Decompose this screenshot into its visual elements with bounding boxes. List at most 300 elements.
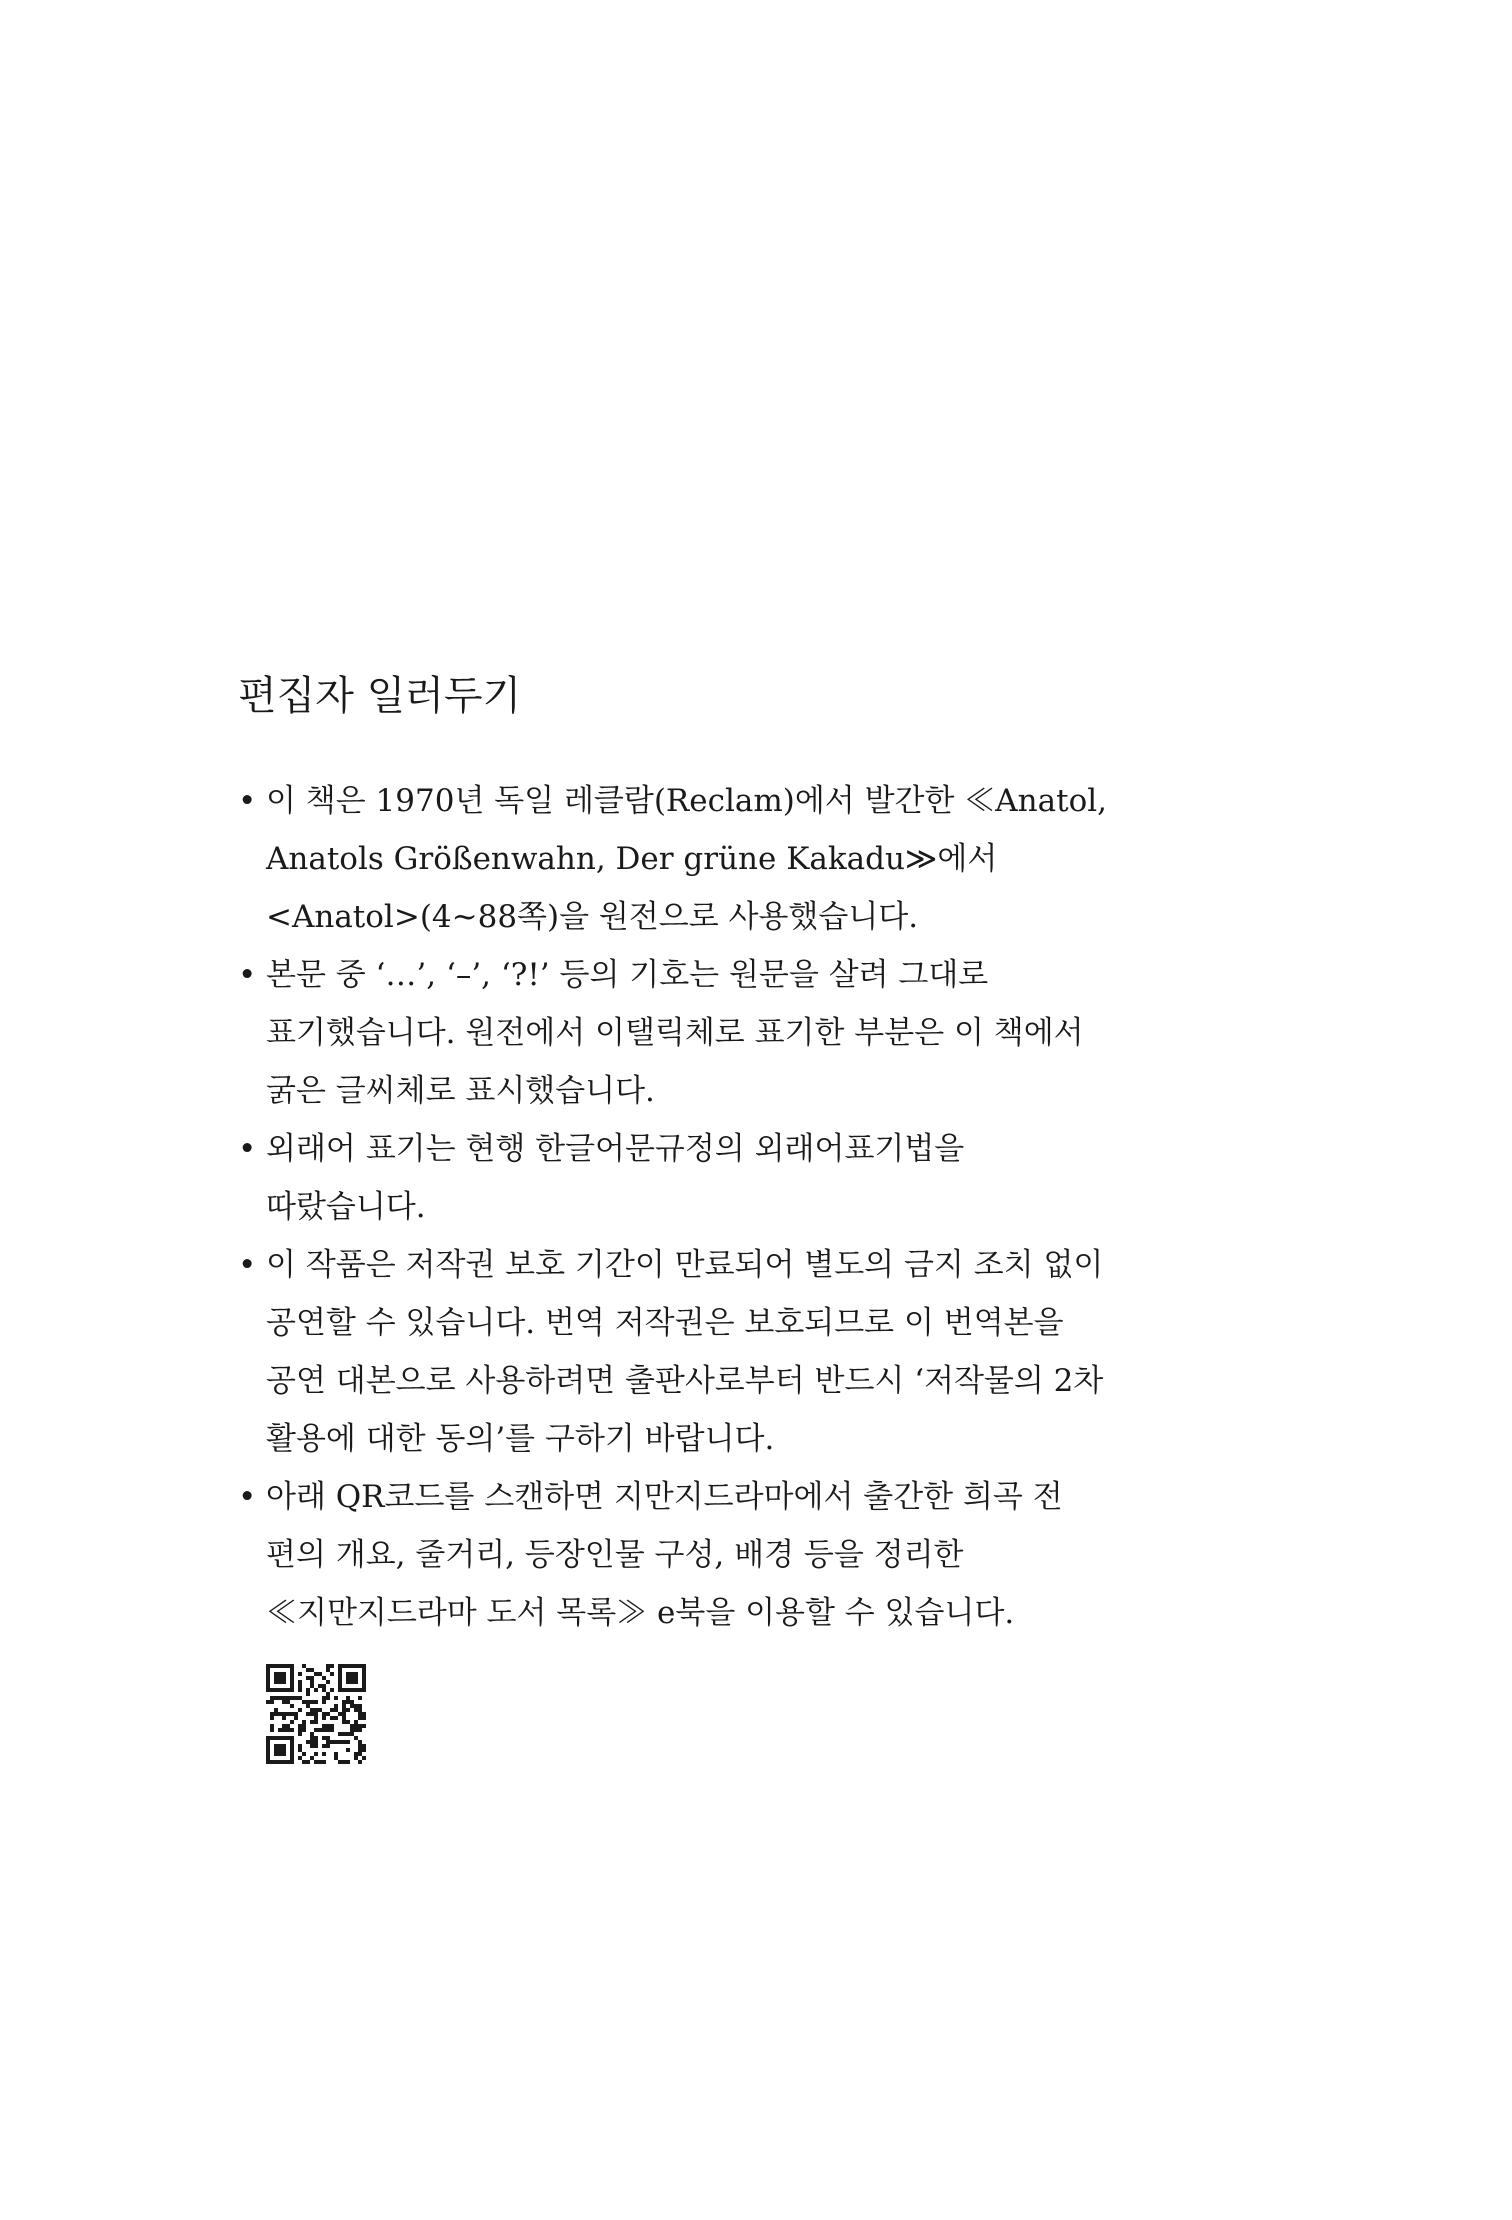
qr-module: [318, 1672, 322, 1676]
qr-module: [362, 1716, 366, 1720]
qr-module: [294, 1696, 298, 1700]
qr-module: [298, 1748, 302, 1752]
qr-module: [274, 1676, 278, 1680]
qr-module: [266, 1700, 270, 1704]
qr-module: [266, 1684, 270, 1688]
qr-module: [326, 1724, 330, 1728]
qr-module: [310, 1684, 314, 1688]
qr-module: [302, 1752, 306, 1756]
qr-module: [298, 1724, 302, 1728]
qr-module: [282, 1696, 286, 1700]
qr-module: [358, 1712, 362, 1716]
qr-module: [346, 1760, 350, 1764]
qr-module: [282, 1752, 286, 1756]
qr-module: [310, 1756, 314, 1760]
qr-module: [278, 1676, 282, 1680]
qr-module: [322, 1744, 326, 1748]
qr-module: [322, 1712, 326, 1716]
qr-code-graphic: [266, 1664, 366, 1764]
qr-module: [310, 1708, 314, 1712]
qr-module: [338, 1684, 342, 1688]
qr-module: [314, 1760, 318, 1764]
qr-module: [314, 1708, 318, 1712]
qr-module: [290, 1696, 294, 1700]
qr-module: [354, 1676, 358, 1680]
qr-module: [290, 1672, 294, 1676]
qr-module: [362, 1724, 366, 1728]
qr-module: [354, 1688, 358, 1692]
qr-module: [334, 1696, 338, 1700]
editor-notes: [238, 672, 1278, 1764]
qr-module: [294, 1716, 298, 1720]
qr-module: [270, 1716, 274, 1720]
qr-module: [278, 1696, 282, 1700]
qr-module: [354, 1672, 358, 1676]
qr-module: [286, 1696, 290, 1700]
qr-module: [342, 1716, 346, 1720]
qr-module: [270, 1664, 274, 1668]
qr-module: [338, 1676, 342, 1680]
qr-module: [314, 1716, 318, 1720]
note-line: 활용에 대한 동의’를 구하기 바랍니다.: [266, 1421, 775, 1457]
note-line: 따랐습니다.: [266, 1189, 426, 1225]
qr-module: [270, 1700, 274, 1704]
qr-module: [286, 1712, 290, 1716]
qr-module: [326, 1744, 330, 1748]
qr-module: [270, 1736, 274, 1740]
qr-module: [322, 1752, 326, 1756]
qr-module: [282, 1748, 286, 1752]
qr-module: [358, 1740, 362, 1744]
qr-module: [298, 1684, 302, 1688]
qr-module: [346, 1672, 350, 1676]
qr-module: [310, 1720, 314, 1724]
qr-module: [322, 1736, 326, 1740]
qr-module: [290, 1720, 294, 1724]
qr-module: [342, 1704, 346, 1708]
qr-module: [266, 1756, 270, 1760]
qr-module: [354, 1752, 358, 1756]
qr-module: [270, 1696, 274, 1700]
qr-module: [330, 1708, 334, 1712]
qr-module: [350, 1688, 354, 1692]
qr-module: [330, 1716, 334, 1720]
qr-module: [266, 1688, 270, 1692]
note-list: [238, 772, 1278, 1642]
qr-module: [266, 1736, 270, 1740]
qr-module: [326, 1692, 330, 1696]
qr-module: [362, 1756, 366, 1760]
qr-module: [362, 1676, 366, 1680]
qr-module: [302, 1700, 306, 1704]
qr-module: [290, 1728, 294, 1732]
note-line: 굵은 글씨체로 표시했습니다.: [266, 1073, 655, 1109]
qr-module: [358, 1704, 362, 1708]
qr-module: [326, 1664, 330, 1668]
qr-module: [310, 1732, 314, 1736]
qr-module: [298, 1756, 302, 1760]
qr-module: [354, 1720, 358, 1724]
qr-module: [274, 1680, 278, 1684]
qr-module: [314, 1720, 318, 1724]
qr-module: [326, 1736, 330, 1740]
qr-module: [342, 1664, 346, 1668]
list-item: [238, 946, 1278, 1120]
bullet-icon: •: [238, 783, 257, 819]
qr-module: [346, 1720, 350, 1724]
qr-module: [330, 1672, 334, 1676]
qr-module: [282, 1744, 286, 1748]
qr-module: [294, 1712, 298, 1716]
note-line: ≪지만지드라마 도서 목록≫ e북을 이용할 수 있습니다.: [266, 1595, 1015, 1631]
qr-module: [350, 1728, 354, 1732]
qr-module: [350, 1664, 354, 1668]
qr-module: [310, 1680, 314, 1684]
qr-module: [338, 1672, 342, 1676]
qr-module: [282, 1672, 286, 1676]
qr-module: [302, 1728, 306, 1732]
qr-module: [350, 1732, 354, 1736]
qr-module: [290, 1752, 294, 1756]
qr-module: [318, 1728, 322, 1732]
qr-module: [346, 1696, 350, 1700]
qr-module: [318, 1760, 322, 1764]
qr-module: [282, 1680, 286, 1684]
qr-module: [290, 1684, 294, 1688]
qr-module: [270, 1760, 274, 1764]
qr-module: [274, 1672, 278, 1676]
qr-module: [290, 1748, 294, 1752]
qr-module: [362, 1672, 366, 1676]
qr-module: [362, 1712, 366, 1716]
qr-module: [290, 1712, 294, 1716]
qr-module: [330, 1740, 334, 1744]
qr-module: [278, 1736, 282, 1740]
bullet-icon: •: [238, 1131, 257, 1167]
qr-module: [274, 1736, 278, 1740]
qr-module: [322, 1696, 326, 1700]
qr-module: [330, 1724, 334, 1728]
qr-module: [270, 1728, 274, 1732]
qr-module: [266, 1748, 270, 1752]
qr-module: [350, 1724, 354, 1728]
qr-module: [338, 1668, 342, 1672]
bullet-icon: •: [238, 957, 257, 993]
qr-module: [270, 1712, 274, 1716]
qr-module: [338, 1688, 342, 1692]
qr-module: [274, 1760, 278, 1764]
qr-module: [338, 1732, 342, 1736]
qr-module: [318, 1708, 322, 1712]
qr-module: [282, 1728, 286, 1732]
qr-module: [346, 1680, 350, 1684]
qr-module: [290, 1756, 294, 1760]
qr-module: [270, 1724, 274, 1728]
list-item: [238, 1236, 1278, 1468]
note-line: 이 작품은 저작권 보호 기간이 만료되어 별도의 금지 조치 없이: [266, 1247, 1104, 1283]
qr-module: [290, 1736, 294, 1740]
qr-module: [274, 1744, 278, 1748]
qr-module: [358, 1724, 362, 1728]
qr-module: [278, 1672, 282, 1676]
qr-module: [326, 1668, 330, 1672]
qr-module: [274, 1752, 278, 1756]
qr-module: [354, 1724, 358, 1728]
qr-module: [298, 1696, 302, 1700]
qr-module: [326, 1712, 330, 1716]
qr-module: [310, 1712, 314, 1716]
qr-module: [358, 1664, 362, 1668]
qr-module: [278, 1712, 282, 1716]
qr-module: [290, 1668, 294, 1672]
qr-module: [354, 1680, 358, 1684]
qr-module: [330, 1664, 334, 1668]
qr-module: [266, 1760, 270, 1764]
qr-module: [358, 1752, 362, 1756]
qr-module: [326, 1680, 330, 1684]
qr-module: [314, 1736, 318, 1740]
qr-module: [306, 1688, 310, 1692]
qr-module: [266, 1744, 270, 1748]
qr-module: [290, 1760, 294, 1764]
qr-module: [346, 1688, 350, 1692]
qr-module: [314, 1744, 318, 1748]
qr-module: [334, 1752, 338, 1756]
qr-module: [354, 1756, 358, 1760]
qr-module: [338, 1760, 342, 1764]
note-line: 표기했습니다. 원전에서 이탤릭체로 표기한 부분은 이 책에서: [266, 1015, 1084, 1051]
qr-module: [298, 1688, 302, 1692]
qr-module: [350, 1676, 354, 1680]
qr-module: [334, 1704, 338, 1708]
qr-module: [314, 1740, 318, 1744]
qr-module: [362, 1688, 366, 1692]
qr-module: [342, 1688, 346, 1692]
qr-module: [278, 1748, 282, 1752]
qr-module: [290, 1676, 294, 1680]
qr-module: [310, 1744, 314, 1748]
qr-module: [362, 1664, 366, 1668]
qr-module: [298, 1672, 302, 1676]
qr-module: [338, 1680, 342, 1684]
qr-module: [270, 1688, 274, 1692]
qr-module: [350, 1700, 354, 1704]
note-line: Anatols Größenwahn, Der grüne Kakadu≫에서: [266, 841, 998, 877]
qr-module: [334, 1740, 338, 1744]
qr-module: [286, 1760, 290, 1764]
qr-module: [358, 1744, 362, 1748]
qr-module: [302, 1724, 306, 1728]
qr-module: [278, 1664, 282, 1668]
note-line: 공연 대본으로 사용하려면 출판사로부터 반드시 ‘저작물의 2차: [266, 1363, 1104, 1399]
qr-module: [338, 1712, 342, 1716]
qr-module: [282, 1700, 286, 1704]
qr-module: [342, 1740, 346, 1744]
qr-module: [358, 1728, 362, 1732]
qr-module: [266, 1664, 270, 1668]
qr-module: [290, 1664, 294, 1668]
qr-module: [358, 1688, 362, 1692]
qr-module: [354, 1708, 358, 1712]
qr-module: [334, 1716, 338, 1720]
qr-module: [326, 1740, 330, 1744]
qr-module: [322, 1700, 326, 1704]
note-line: 본문 중 ‘…’, ‘–’, ‘?!’ 등의 기호는 원문을 살려 그대로: [266, 957, 989, 993]
qr-module: [326, 1728, 330, 1732]
qr-module: [282, 1724, 286, 1728]
qr-module: [298, 1744, 302, 1748]
qr-module: [354, 1704, 358, 1708]
qr-module: [278, 1760, 282, 1764]
qr-module: [326, 1696, 330, 1700]
qr-module: [290, 1688, 294, 1692]
qr-module: [310, 1736, 314, 1740]
qr-module: [274, 1696, 278, 1700]
qr-module: [266, 1668, 270, 1672]
qr-module: [342, 1732, 346, 1736]
qr-module: [338, 1740, 342, 1744]
qr-module: [362, 1748, 366, 1752]
note-line: 외래어 표기는 현행 한글어문규정의 외래어표기법을: [266, 1131, 965, 1167]
qr-module: [282, 1664, 286, 1668]
qr-module: [290, 1704, 294, 1708]
note-line: <Anatol>(4~88쪽)을 원전으로 사용했습니다.: [266, 899, 919, 935]
qr-module: [266, 1680, 270, 1684]
qr-module: [318, 1684, 322, 1688]
qr-module: [306, 1676, 310, 1680]
qr-module: [346, 1700, 350, 1704]
note-line: 이 책은 1970년 독일 레클람(Reclam)에서 발간한 ≪Anatol,: [266, 783, 1108, 819]
qr-module: [334, 1708, 338, 1712]
bullet-icon: •: [238, 1247, 257, 1283]
qr-module: [346, 1664, 350, 1668]
list-item: [238, 1468, 1278, 1642]
qr-module: [282, 1716, 286, 1720]
qr-module: [306, 1704, 310, 1708]
qr-module: [362, 1668, 366, 1672]
qr-module: [278, 1688, 282, 1692]
qr-code-icon[interactable]: [266, 1664, 366, 1764]
qr-module: [358, 1708, 362, 1712]
qr-module: [274, 1664, 278, 1668]
qr-module: [310, 1700, 314, 1704]
qr-module: [290, 1680, 294, 1684]
qr-module: [306, 1700, 310, 1704]
qr-module: [342, 1708, 346, 1712]
note-line: 편의 개요, 줄거리, 등장인물 구성, 배경 등을 정리한: [266, 1537, 964, 1573]
qr-module: [302, 1720, 306, 1724]
qr-module: [358, 1716, 362, 1720]
qr-module: [342, 1720, 346, 1724]
qr-module: [314, 1712, 318, 1716]
qr-module: [282, 1736, 286, 1740]
qr-module: [354, 1728, 358, 1732]
qr-module: [354, 1736, 358, 1740]
qr-module: [342, 1712, 346, 1716]
qr-module: [278, 1752, 282, 1756]
bullet-icon: •: [238, 1479, 257, 1515]
qr-module: [322, 1760, 326, 1764]
qr-module: [278, 1680, 282, 1684]
qr-module: [346, 1740, 350, 1744]
qr-module: [310, 1668, 314, 1672]
qr-module: [322, 1676, 326, 1680]
qr-module: [330, 1728, 334, 1732]
qr-module: [322, 1684, 326, 1688]
qr-module: [306, 1740, 310, 1744]
qr-module: [314, 1688, 318, 1692]
qr-module: [306, 1712, 310, 1716]
qr-module: [306, 1760, 310, 1764]
qr-module: [266, 1740, 270, 1744]
qr-module: [350, 1704, 354, 1708]
qr-module: [274, 1748, 278, 1752]
qr-module: [358, 1760, 362, 1764]
qr-module: [314, 1672, 318, 1676]
qr-module: [302, 1664, 306, 1668]
qr-module: [358, 1748, 362, 1752]
qr-module: [338, 1664, 342, 1668]
qr-module: [358, 1696, 362, 1700]
qr-module: [322, 1724, 326, 1728]
qr-module: [346, 1676, 350, 1680]
qr-module: [354, 1664, 358, 1668]
qr-module: [346, 1748, 350, 1752]
qr-module: [286, 1700, 290, 1704]
qr-module: [298, 1708, 302, 1712]
qr-module: [298, 1732, 302, 1736]
qr-module: [274, 1712, 278, 1716]
qr-module: [322, 1688, 326, 1692]
qr-module: [342, 1760, 346, 1764]
qr-module: [290, 1744, 294, 1748]
qr-module: [306, 1668, 310, 1672]
qr-module: [266, 1752, 270, 1756]
qr-module: [302, 1760, 306, 1764]
qr-module: [346, 1708, 350, 1712]
qr-module: [310, 1740, 314, 1744]
qr-module: [342, 1700, 346, 1704]
qr-module: [334, 1756, 338, 1760]
qr-module: [282, 1712, 286, 1716]
qr-module: [286, 1688, 290, 1692]
qr-module: [350, 1680, 354, 1684]
page-title: 편집자 일러두기: [238, 673, 522, 719]
qr-module: [282, 1760, 286, 1764]
qr-module: [346, 1732, 350, 1736]
qr-module: [266, 1676, 270, 1680]
qr-module: [274, 1708, 278, 1712]
qr-module: [314, 1700, 318, 1704]
qr-module: [282, 1676, 286, 1680]
qr-module: [362, 1744, 366, 1748]
list-item: [238, 772, 1278, 946]
qr-module: [314, 1728, 318, 1732]
qr-module: [298, 1728, 302, 1732]
qr-module: [322, 1716, 326, 1720]
note-line: 아래 QR코드를 스캔하면 지만지드라마에서 출간한 희곡 전: [266, 1479, 1063, 1515]
qr-module: [282, 1688, 286, 1692]
qr-module: [290, 1740, 294, 1744]
qr-module: [278, 1744, 282, 1748]
qr-module: [350, 1672, 354, 1676]
qr-module: [286, 1664, 290, 1668]
qr-module: [362, 1684, 366, 1688]
qr-module: [362, 1680, 366, 1684]
qr-module: [278, 1728, 282, 1732]
qr-module: [298, 1680, 302, 1684]
list-item: [238, 1120, 1278, 1236]
